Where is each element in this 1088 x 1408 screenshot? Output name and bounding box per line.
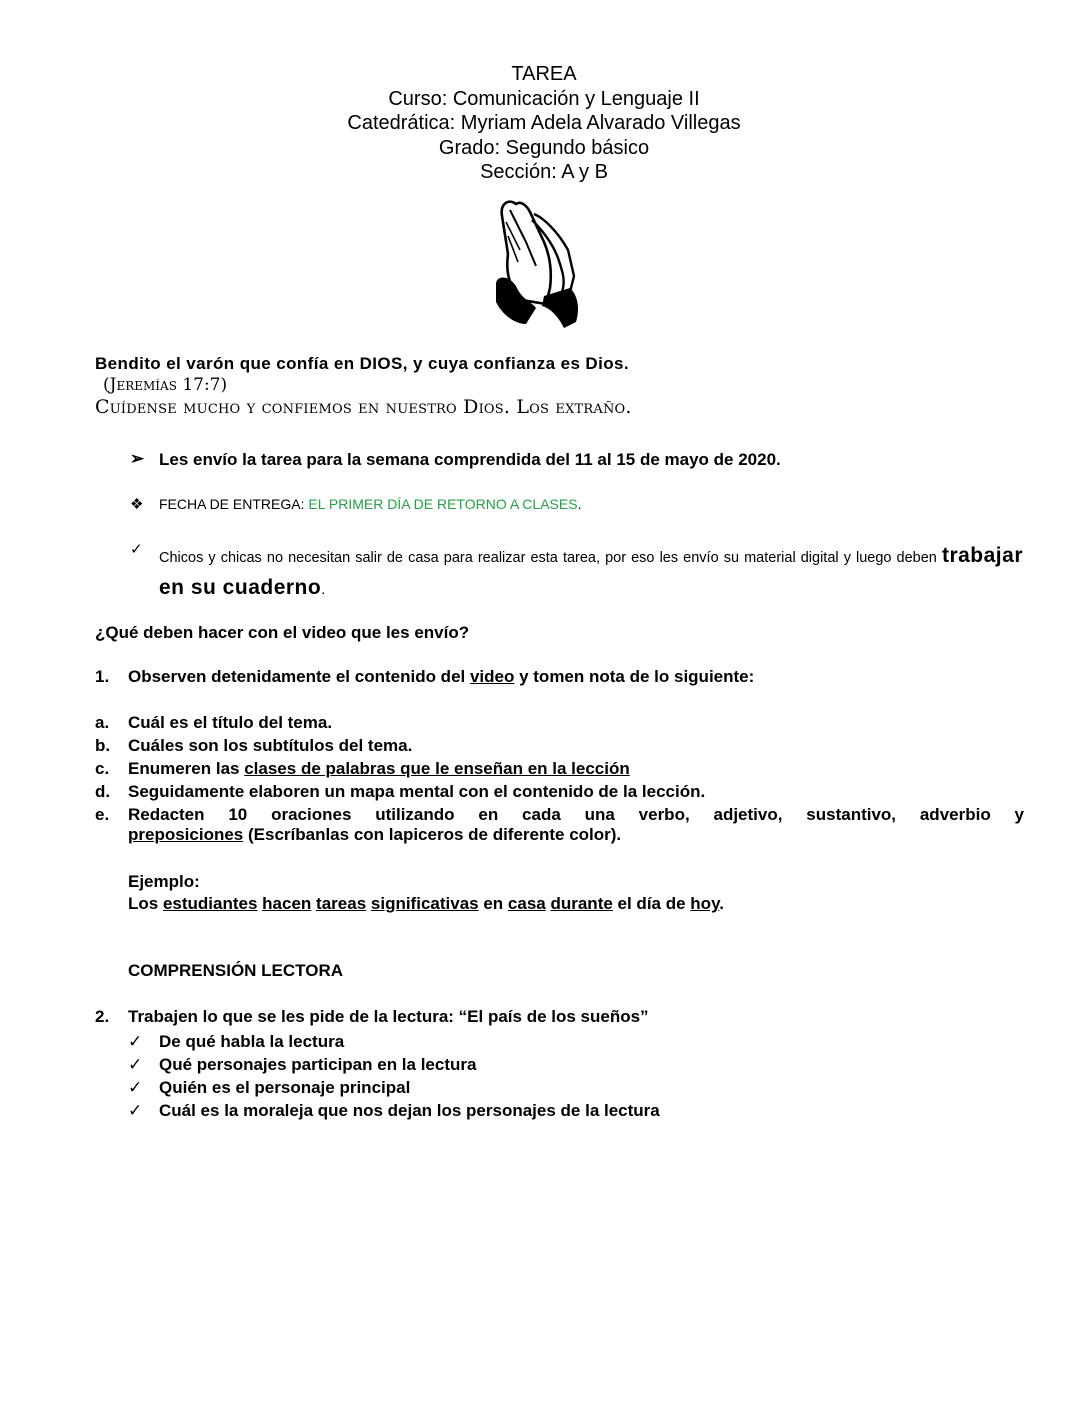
list-e-rest: (Escríbanlas con lapiceros de diferente color).	[243, 825, 622, 844]
grade-line: Grado: Segundo básico	[438, 136, 650, 159]
notebook-emphasis: trabajar en su cuaderno	[159, 544, 1023, 599]
check-icon: ✓	[128, 1078, 143, 1097]
checklist-text: Quién es el personaje principal	[159, 1078, 411, 1097]
item-1-text	[128, 667, 754, 687]
stay-home-text: Chicos y chicas no necesitan salir de casa para realizar esta tarea, por eso les envío su material digital y luego deben	[159, 550, 942, 566]
list-label: a.	[95, 713, 110, 732]
item-1-video-word: video	[469, 667, 515, 686]
example-underlined: hacen	[262, 894, 312, 913]
prepositions-word: preposiciones	[128, 825, 244, 844]
check-bullet-icon: ✓	[130, 541, 143, 558]
example-word: en	[478, 894, 508, 913]
example-underlined: estudiantes	[162, 894, 258, 913]
list-text-pre: Enumeren las	[128, 759, 245, 778]
check-icon: ✓	[128, 1055, 143, 1074]
list-item-e-continuation	[128, 825, 621, 845]
example-underlined: casa	[507, 894, 546, 913]
document-title: TAREA	[511, 63, 577, 85]
section-line: Sección: A y B	[480, 161, 608, 183]
stay-home-note	[159, 541, 1023, 605]
document-header	[0, 62, 1088, 185]
check-icon: ✓	[128, 1101, 143, 1120]
example-underlined: tareas	[316, 894, 367, 913]
list-label: b.	[95, 736, 111, 755]
checklist-text: Qué personajes participan en la lectura	[159, 1055, 477, 1074]
list-label: c.	[95, 759, 110, 778]
due-date-value: EL PRIMER DÍA DE RETORNO A CLASES	[308, 496, 578, 512]
due-date-line	[159, 496, 581, 512]
stay-home-period: .	[321, 582, 326, 598]
checklist-text: Cuál es la moraleja que nos dejan los personajes de la lectura	[159, 1101, 660, 1120]
due-date-period: .	[577, 496, 582, 512]
list-text: Cuáles son los subtítulos del tema.	[128, 736, 413, 755]
list-label: d.	[95, 782, 111, 801]
example-word: Los	[128, 894, 163, 913]
checklist-text: De qué habla la lectura	[159, 1032, 345, 1051]
item-2-number: 2.	[95, 1007, 110, 1026]
example-word: el día de	[612, 894, 691, 913]
list-text-underlined: clases de palabras que le enseñan en la lección	[244, 759, 630, 778]
care-message: Cuídense mucho y confiemos en nuestro Dios. Los extraño.	[95, 396, 632, 418]
diamond-bullet-icon: ❖	[130, 496, 144, 513]
list-text: Redacten 10 oraciones utilizando en cada una verbo, adjetivo, sustantivo, adverbio y	[128, 805, 1024, 824]
list-text: Seguidamente elaboren un mapa mental con el contenido de la lección.	[128, 782, 706, 801]
list-text: Cuál es el título del tema.	[128, 713, 333, 732]
video-question: ¿Qué deben hacer con el video que les envío?	[95, 623, 470, 642]
item-1-text-b: y tomen nota de lo siguiente:	[514, 667, 755, 686]
reading-comprehension-heading: COMPRENSIÓN LECTORA	[128, 961, 344, 980]
teacher-line: Catedrática: Myriam Adela Alvarado Villegas	[347, 112, 741, 134]
example-sentence	[128, 894, 724, 914]
example-underlined: durante	[550, 894, 613, 913]
list-text	[128, 757, 630, 780]
example-label: Ejemplo:	[128, 872, 200, 891]
bible-verse: Bendito el varón que confía en DIOS, y cuya confianza es Dios.	[95, 354, 629, 373]
praying-hands-icon	[486, 192, 586, 332]
example-underlined: significativas	[370, 894, 479, 913]
check-icon: ✓	[128, 1032, 143, 1051]
arrow-bullet-icon: ➢	[130, 449, 145, 468]
example-word: .	[719, 894, 724, 913]
verse-reference: (Jeremías 17:7)	[103, 375, 228, 395]
item-1-text-a: Observen detenidamente el contenido del	[128, 667, 470, 686]
item-1-number: 1.	[95, 667, 110, 686]
item-2-text: Trabajen lo que se les pide de la lectura: “El país de los sueños”	[128, 1007, 649, 1026]
week-notice: Les envío la tarea para la semana comprendida del 11 al 15 de mayo de 2020.	[159, 450, 781, 469]
course-line: Curso: Comunicación y Lenguaje II	[388, 87, 700, 110]
list-label: e.	[95, 805, 110, 824]
due-date-label: FECHA DE ENTREGA:	[159, 496, 309, 512]
example-underlined: hoy	[690, 894, 720, 913]
